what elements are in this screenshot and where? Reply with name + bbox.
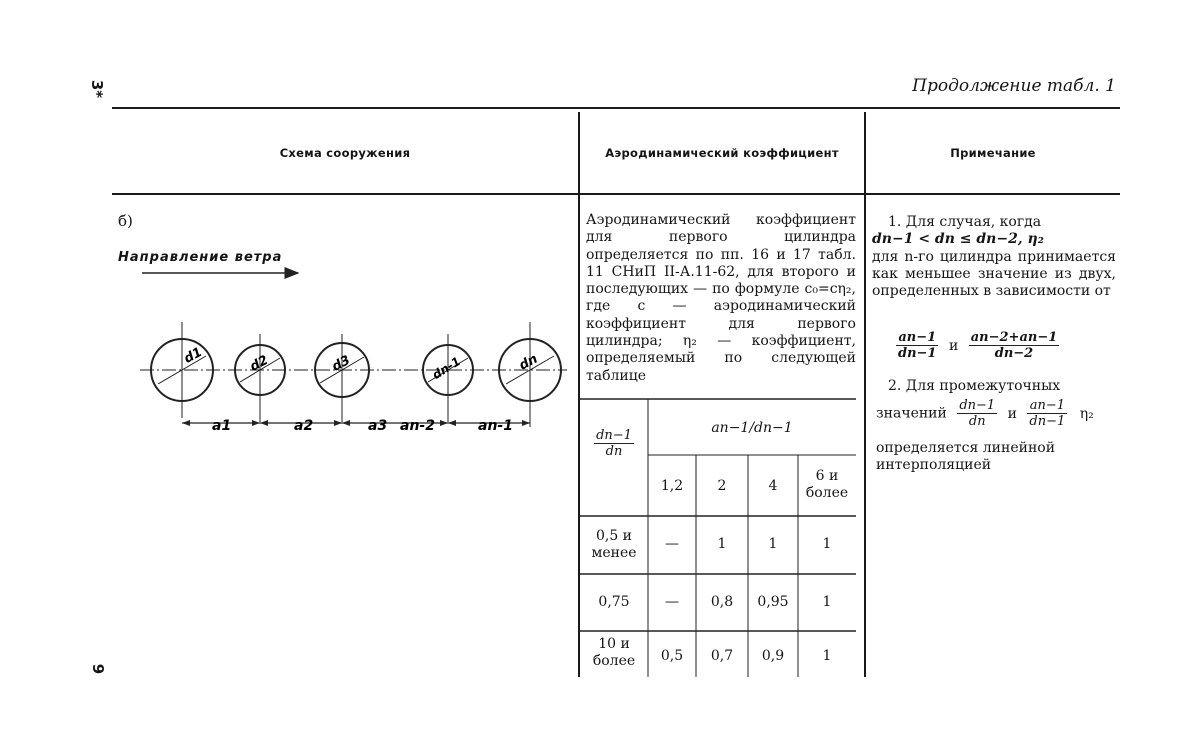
table-cell: 1 <box>768 536 778 552</box>
fraction-sum-dn2: $\frac{an-2+an-1}{dn-2}$ <box>970 330 1058 361</box>
conjunction-and: и <box>1007 405 1017 422</box>
wind-direction-label: Направление ветра <box>118 250 283 265</box>
spacing-label: an-2 <box>400 418 435 434</box>
table-cell: 0,95 <box>757 594 789 610</box>
note-2-values-label: значений <box>876 405 947 422</box>
col-value: 1,2 <box>660 478 684 494</box>
spacing-label: a1 <box>212 418 232 434</box>
col-value: 6 и более <box>805 468 849 501</box>
row-ratio: 0,5 и менее <box>591 528 637 561</box>
spacing-label: an-1 <box>478 418 513 434</box>
table-cell: — <box>665 536 679 552</box>
spacing-label: a2 <box>294 418 314 434</box>
header-bottom-rule <box>112 193 1120 195</box>
note-2-fractions <box>876 398 1116 429</box>
scheme-label: б) <box>118 212 133 230</box>
table-cell: 1 <box>822 536 832 552</box>
table-cell: — <box>665 594 679 610</box>
col-value: 2 <box>717 478 727 494</box>
table-cell: 1 <box>822 648 832 664</box>
note-1 <box>872 214 1116 300</box>
coefficient-description: Аэродинамический коэффициент для первого цилиндра определяется по пп. 16 и 17 табл. 11 СНиП II-А.11-62, для второго и последующих — по формуле c₀=cη₂, где c — аэродинамический коэффициент для первого цилиндра; η₂ — коэффициент, определяемый по следующей таблице <box>586 212 856 384</box>
table-cell: 0,9 <box>761 648 785 664</box>
row-ratio: 0,75 <box>598 594 630 610</box>
cylinder-3 <box>315 334 369 422</box>
circle-label: dn-1 <box>429 354 464 383</box>
eta-symbol: η₂ <box>1079 405 1094 422</box>
table-top-rule <box>112 107 1120 109</box>
note-1-intro: 1. Для случая, когда <box>888 214 1042 230</box>
cylinder-2 <box>235 334 285 422</box>
table-cell: 0,8 <box>710 594 734 610</box>
column-group-header: an−1/dn−1 <box>711 420 793 436</box>
note-2-text: определяется линейной интерполяцией <box>876 440 1056 474</box>
continuation-title: Продолжение табл. 1 <box>912 76 1116 96</box>
note-1-fractions <box>896 330 1116 361</box>
cylinder-n <box>499 322 561 427</box>
row-ratio: 10 и более <box>592 636 636 669</box>
note-1-text: для n-го цилиндра принимается как меньшее значение из двух, определенных в зависимости от <box>872 248 1116 300</box>
table-cell: 0,7 <box>710 648 734 664</box>
margin-mark-top: 3* <box>88 79 107 99</box>
conjunction-and: и <box>948 337 959 354</box>
page-number: 9 <box>89 663 108 675</box>
cylinder-scheme-diagram <box>112 262 578 462</box>
column-header-note: Примечание <box>950 146 1036 160</box>
column-header-coefficient: Аэродинамический коэффициент <box>605 146 839 160</box>
col-value: 4 <box>768 478 778 494</box>
table-cell: 0,5 <box>660 648 684 664</box>
note-1-condition: dn−1 < dn ≤ dn−2, η₂ <box>872 231 1044 248</box>
row-header-fraction: $\frac{dn-1}{dn}$ <box>596 428 632 459</box>
fraction-an1-dn1-b: $\frac{an-1}{dn-1}$ <box>1029 398 1066 429</box>
circle-label: d1 <box>181 344 205 367</box>
note-2-intro: 2. Для промежуточных <box>888 378 1061 394</box>
table-cell: 1 <box>717 536 727 552</box>
circle-label: dn <box>516 351 541 374</box>
eta-subtable <box>580 398 856 677</box>
column-divider-2 <box>864 112 866 677</box>
cylinder-n-1 <box>423 334 473 422</box>
fraction-an1-dn1: $\frac{an-1}{dn-1}$ <box>898 330 937 361</box>
table-cell: 1 <box>822 594 832 610</box>
circle-label: d2 <box>247 352 271 375</box>
circle-label: d3 <box>329 352 353 375</box>
column-header-scheme: Схема сооружения <box>279 146 411 160</box>
cylinder-1 <box>151 322 213 418</box>
fraction-dn1-dn: $\frac{dn-1}{dn}$ <box>959 398 996 429</box>
spacing-label: a3 <box>368 418 388 434</box>
